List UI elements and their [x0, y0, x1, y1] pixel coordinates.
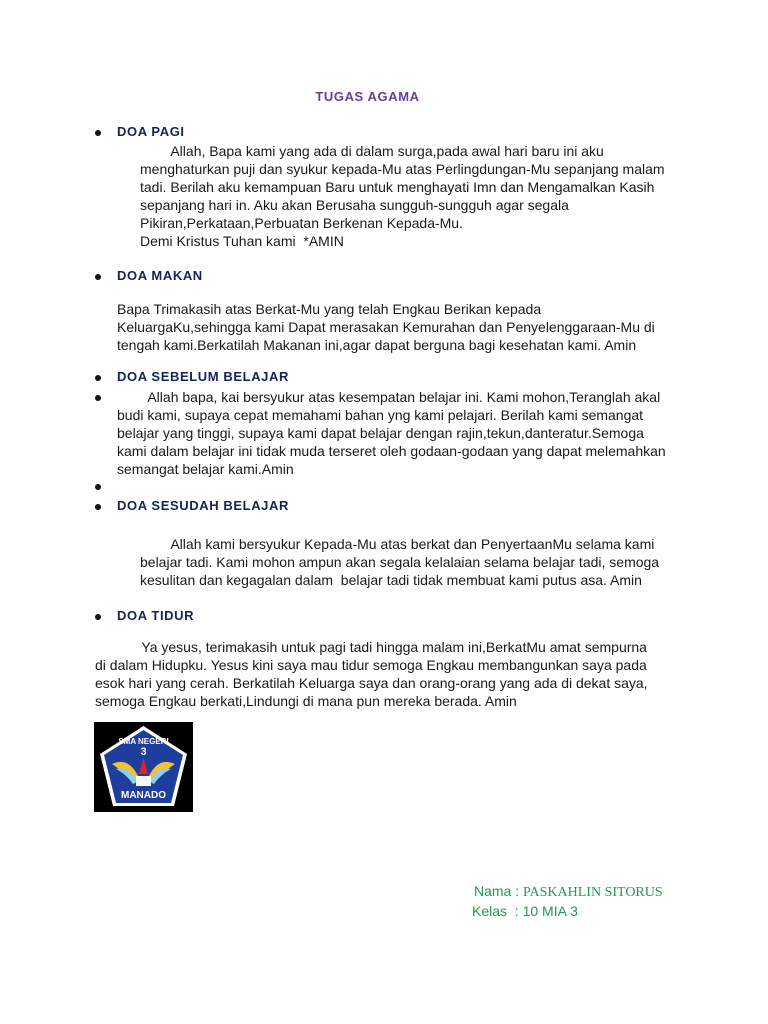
text-line: Allah bapa, kai bersyukur atas kesempatan belajar ini. Kami mohon,Teranglah akal — [117, 389, 661, 405]
signature-block — [474, 882, 663, 921]
bullet — [95, 274, 101, 280]
name-label: Nama : — [474, 883, 524, 899]
bullet — [95, 130, 101, 136]
section-body-doa-sesudah-belajar — [140, 535, 659, 589]
text-line: menghaturkan puji dan syukur kepada-Mu atas Perlingdungan-Mu sepanjang malam — [140, 161, 665, 177]
svg-text:MANADO: MANADO — [121, 790, 166, 801]
text-line: belajar yang tinggi, supaya kami dapat belajar dengan rajin,tekun,danteratur.Semoga — [117, 425, 644, 441]
text-line: tengah kami.Berkatilah Makanan ini,agar dapat berguna bagi kesehatan kami. Amin — [117, 337, 637, 353]
class-value: 10 MIA 3 — [522, 903, 578, 919]
text-line: Demi Kristus Tuhan kami *AMIN — [140, 233, 344, 249]
text-line: Allah, Bapa kami yang ada di dalam surga,pada awal hari baru ini aku — [140, 143, 604, 159]
section-heading-doa-sesudah-belajar: DOA SESUDAH BELAJAR — [117, 498, 289, 513]
section-heading-doa-tidur: DOA TIDUR — [117, 608, 195, 623]
section-body-doa-tidur — [95, 638, 648, 710]
class-label: Kelas : — [472, 903, 523, 919]
text-line: kesulitan dan kegagalan dalam belajar tadi tidak membuat kami putus asa. Amin — [140, 572, 642, 588]
school-logo — [94, 722, 193, 812]
bullet — [95, 614, 101, 620]
section-heading-doa-sebelum-belajar: DOA SEBELUM BELAJAR — [117, 369, 289, 384]
svg-text:3: 3 — [140, 746, 147, 758]
text-line: kami dalam belajar ini tidak muda terseret oleh godaan-godaan yang dapat melemahkan — [117, 443, 666, 459]
text-line: sepanjang hari in. Aku akan Berusaha sungguh-sungguh agar segala — [140, 197, 569, 213]
text-line: di dalam Hidupku. Yesus kini saya mau tidur semoga Engkau membangunkan saya pada — [95, 657, 647, 673]
text-line: semangat belajar kami.Amin — [117, 461, 294, 477]
bullet — [95, 395, 101, 401]
text-line: budi kami, supaya cepat memahami bahan yng kami pelajari. Berilah kami semangat — [117, 407, 644, 423]
section-body-doa-pagi — [140, 142, 665, 250]
school-emblem-icon — [94, 722, 193, 812]
bullet-empty — [95, 484, 101, 490]
text-line: esok hari yang cerah. Berkatilah Keluarga saya dan orang-orang yang ada di dekat saya, — [95, 675, 648, 691]
text-line: Allah kami bersyukur Kepada-Mu atas berkat dan PenyertaanMu selama kami — [140, 536, 655, 552]
section-body-doa-makan — [117, 300, 655, 354]
name-line — [474, 882, 663, 902]
text-line: Ya yesus, terimakasih untuk pagi tadi hingga malam ini,BerkatMu amat sempurna — [95, 639, 647, 655]
section-heading-doa-makan: DOA MAKAN — [117, 268, 203, 283]
text-line: belajar tadi. Kami mohon ampun akan segala kelalaian selama belajar tadi, semoga — [140, 554, 660, 570]
text-line: tadi. Berilah aku kemampuan Baru untuk menghayati Imn dan Mengamalkan Kasih — [140, 179, 655, 195]
class-line — [472, 902, 663, 921]
text-line: KeluargaKu,sehingga kami Dapat merasakan Kemurahan dan Penyelenggaraan-Mu di — [117, 319, 655, 335]
name-value: PASKAHLIN SITORUS — [523, 885, 663, 900]
svg-text:SMA NEGERI: SMA NEGERI — [118, 737, 169, 746]
text-line: Bapa Trimakasih atas Berkat-Mu yang telah Engkau Berikan kepada — [117, 301, 542, 317]
section-heading-doa-pagi: DOA PAGI — [117, 124, 185, 139]
page-title: TUGAS AGAMA — [315, 89, 420, 104]
section-body-doa-sebelum-belajar — [117, 388, 666, 478]
text-line: Pikiran,Perkataan,Perbuatan Berkenan Kepada-Mu. — [140, 215, 463, 231]
bullet — [95, 504, 101, 510]
text-line: semoga Engkau berkati,Lindungi di mana pun mereka berada. Amin — [95, 693, 517, 709]
bullet — [95, 375, 101, 381]
